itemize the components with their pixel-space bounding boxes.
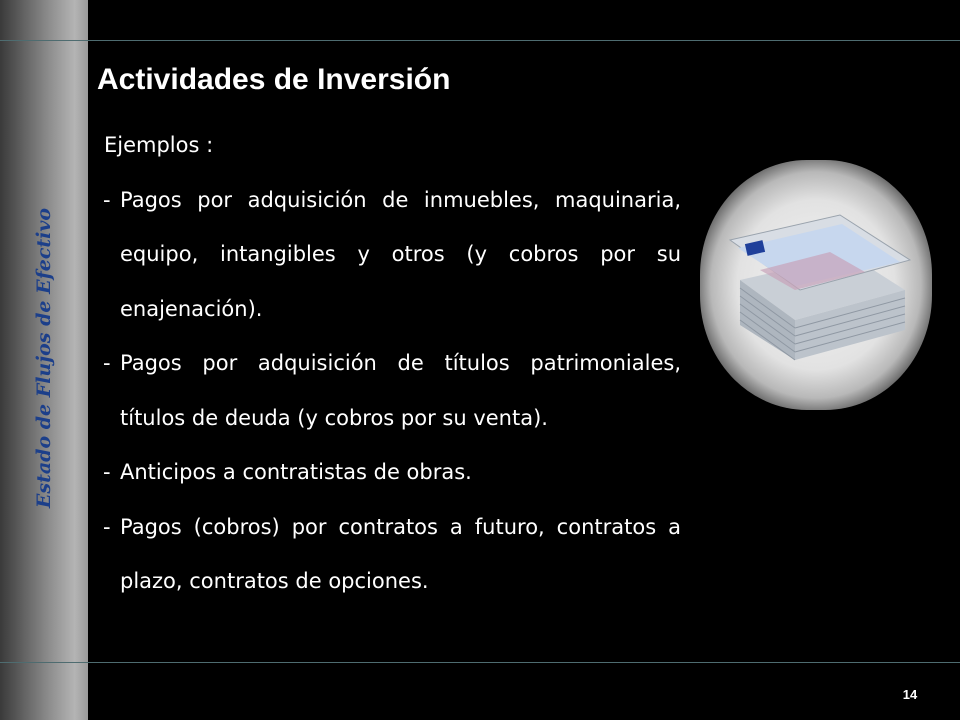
list-item [100,500,681,609]
slide-content [100,118,681,609]
slide-title: Actividades de Inversión [97,63,451,96]
list-item-text: Pagos por adquisición de títulos patrimoniales, títulos de deuda (y cobros por su venta). [120,351,681,430]
list-item-text: Pagos por adquisición de inmuebles, maquinaria, equipo, intangibles y otros (y cobros por su enajenación). [120,187,681,321]
sidebar [0,0,88,720]
list-item [100,173,681,337]
list-item [100,336,681,445]
banknotes-drawing [700,160,932,410]
list-item-text: Anticipos a contratistas de obras. [120,460,472,484]
bottom-divider [0,662,960,663]
list-dash: - [103,351,111,375]
top-divider [0,40,960,41]
list-dash: - [103,514,111,539]
list-item [100,445,681,500]
euro-banknotes-stack-image [700,160,932,410]
list-item-text: Pagos (cobros) por contratos a futuro, contratos a plazo, contratos de opciones. [120,514,681,593]
examples-intro: Ejemplos : [104,133,214,157]
list-dash: - [103,187,111,212]
sidebar-title: Estado de Flujos de Efectivo [33,207,55,509]
list-dash: - [103,460,111,484]
page-number: 14 [902,687,918,702]
